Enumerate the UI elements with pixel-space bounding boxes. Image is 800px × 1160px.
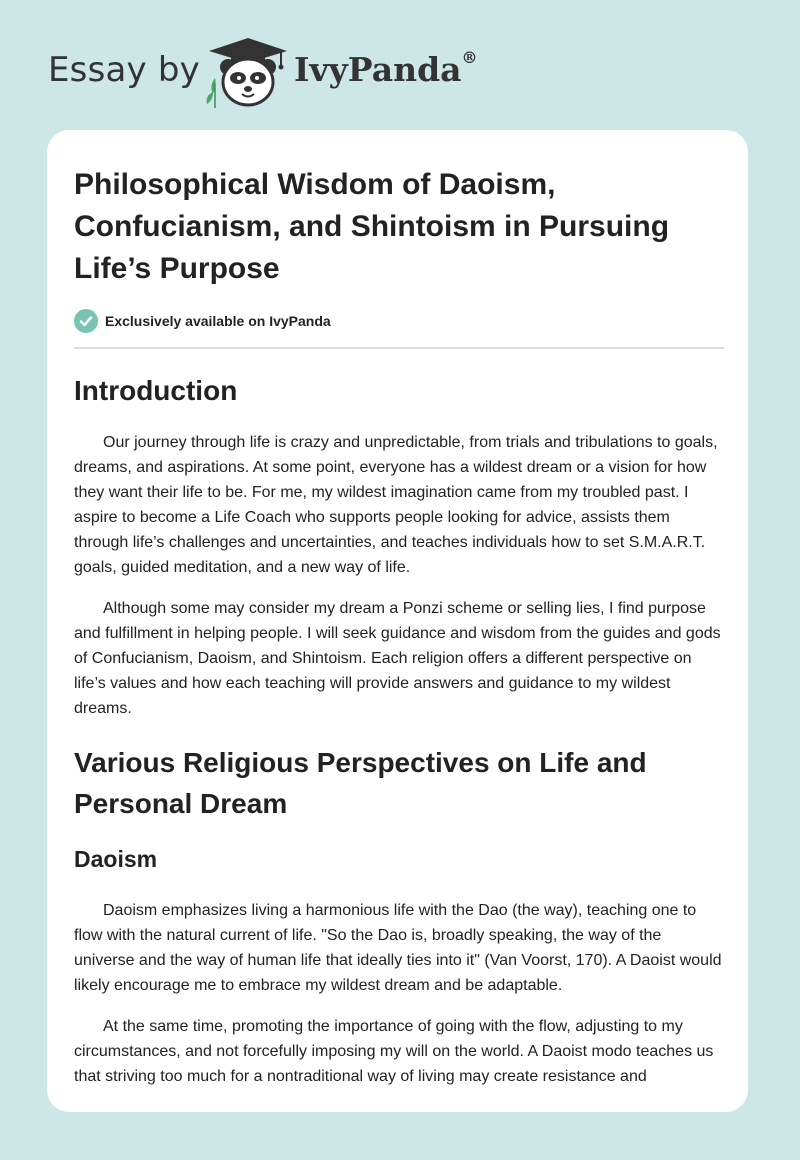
- heading-daoism: Daoism: [74, 846, 158, 872]
- daoism-paragraph-2: At the same time, promoting the importance of going with the flow, adjusting to my circumstances, and not forcefully imposing my will on the world. A Daoist modo teaches us that striving too much for a nontraditional way of living may create resistance and: [74, 1018, 714, 1085]
- intro-paragraph-2: Although some may consider my dream a Ponzi scheme or selling lies, I find purpose and fulfillment in helping people. I will seek guidance and wisdom from the guides and gods of Confucianism, Daoism, and Shintoism. Each religion offers a different perspective on life’s values and how each teaching will provide answers and guidance to my wildest dreams.: [74, 600, 721, 717]
- site-header: [0, 0, 800, 130]
- brand-name-text: IvyPanda: [294, 50, 462, 89]
- check-circle-icon: [74, 309, 98, 333]
- essay-card: [47, 130, 748, 1112]
- badge-text: Exclusively available on IvyPanda: [105, 313, 331, 329]
- intro-paragraph-1: Our journey through life is crazy and unpredictable, from trials and tribulations to goals, dreams, and aspirations. At some point, everyone has a wildest dream or a vision for how they want their life to be. For me, my wildest imagination came from my troubled past. I aspire to become a Life Coach who supports people looking for advice, assists them through life’s challenges and uncertainties, and teaches individuals how to set S.M.A.R.T. goals, guided meditation, and a new way of life.: [74, 434, 718, 576]
- ivypanda-logo-icon[interactable]: [203, 34, 293, 110]
- daoism-paragraph-1: Daoism emphasizes living a harmonious life with the Dao (the way), teaching one to flow with the natural current of life. "So the Dao is, broadly speaking, the way of the universe and the way of human life that ideally ties into it" (Van Voorst, 170). A Daoist would likely encourage me to embrace my wildest dream and be adaptable.: [74, 902, 722, 994]
- brand-name[interactable]: [294, 50, 478, 89]
- heading-introduction: Introduction: [74, 375, 238, 406]
- brand-prefix: Essay by: [48, 50, 200, 90]
- essay-title: Philosophical Wisdom of Daoism, Confucianism, and Shintoism in Pursuing Life’s Purpose: [74, 168, 670, 285]
- essay-content: [74, 164, 724, 1089]
- title-divider: [74, 347, 724, 349]
- exclusive-badge: [74, 308, 724, 334]
- heading-various-perspectives: Various Religious Perspectives on Life and Personal Dream: [74, 747, 647, 819]
- registered-mark: ®: [461, 48, 478, 67]
